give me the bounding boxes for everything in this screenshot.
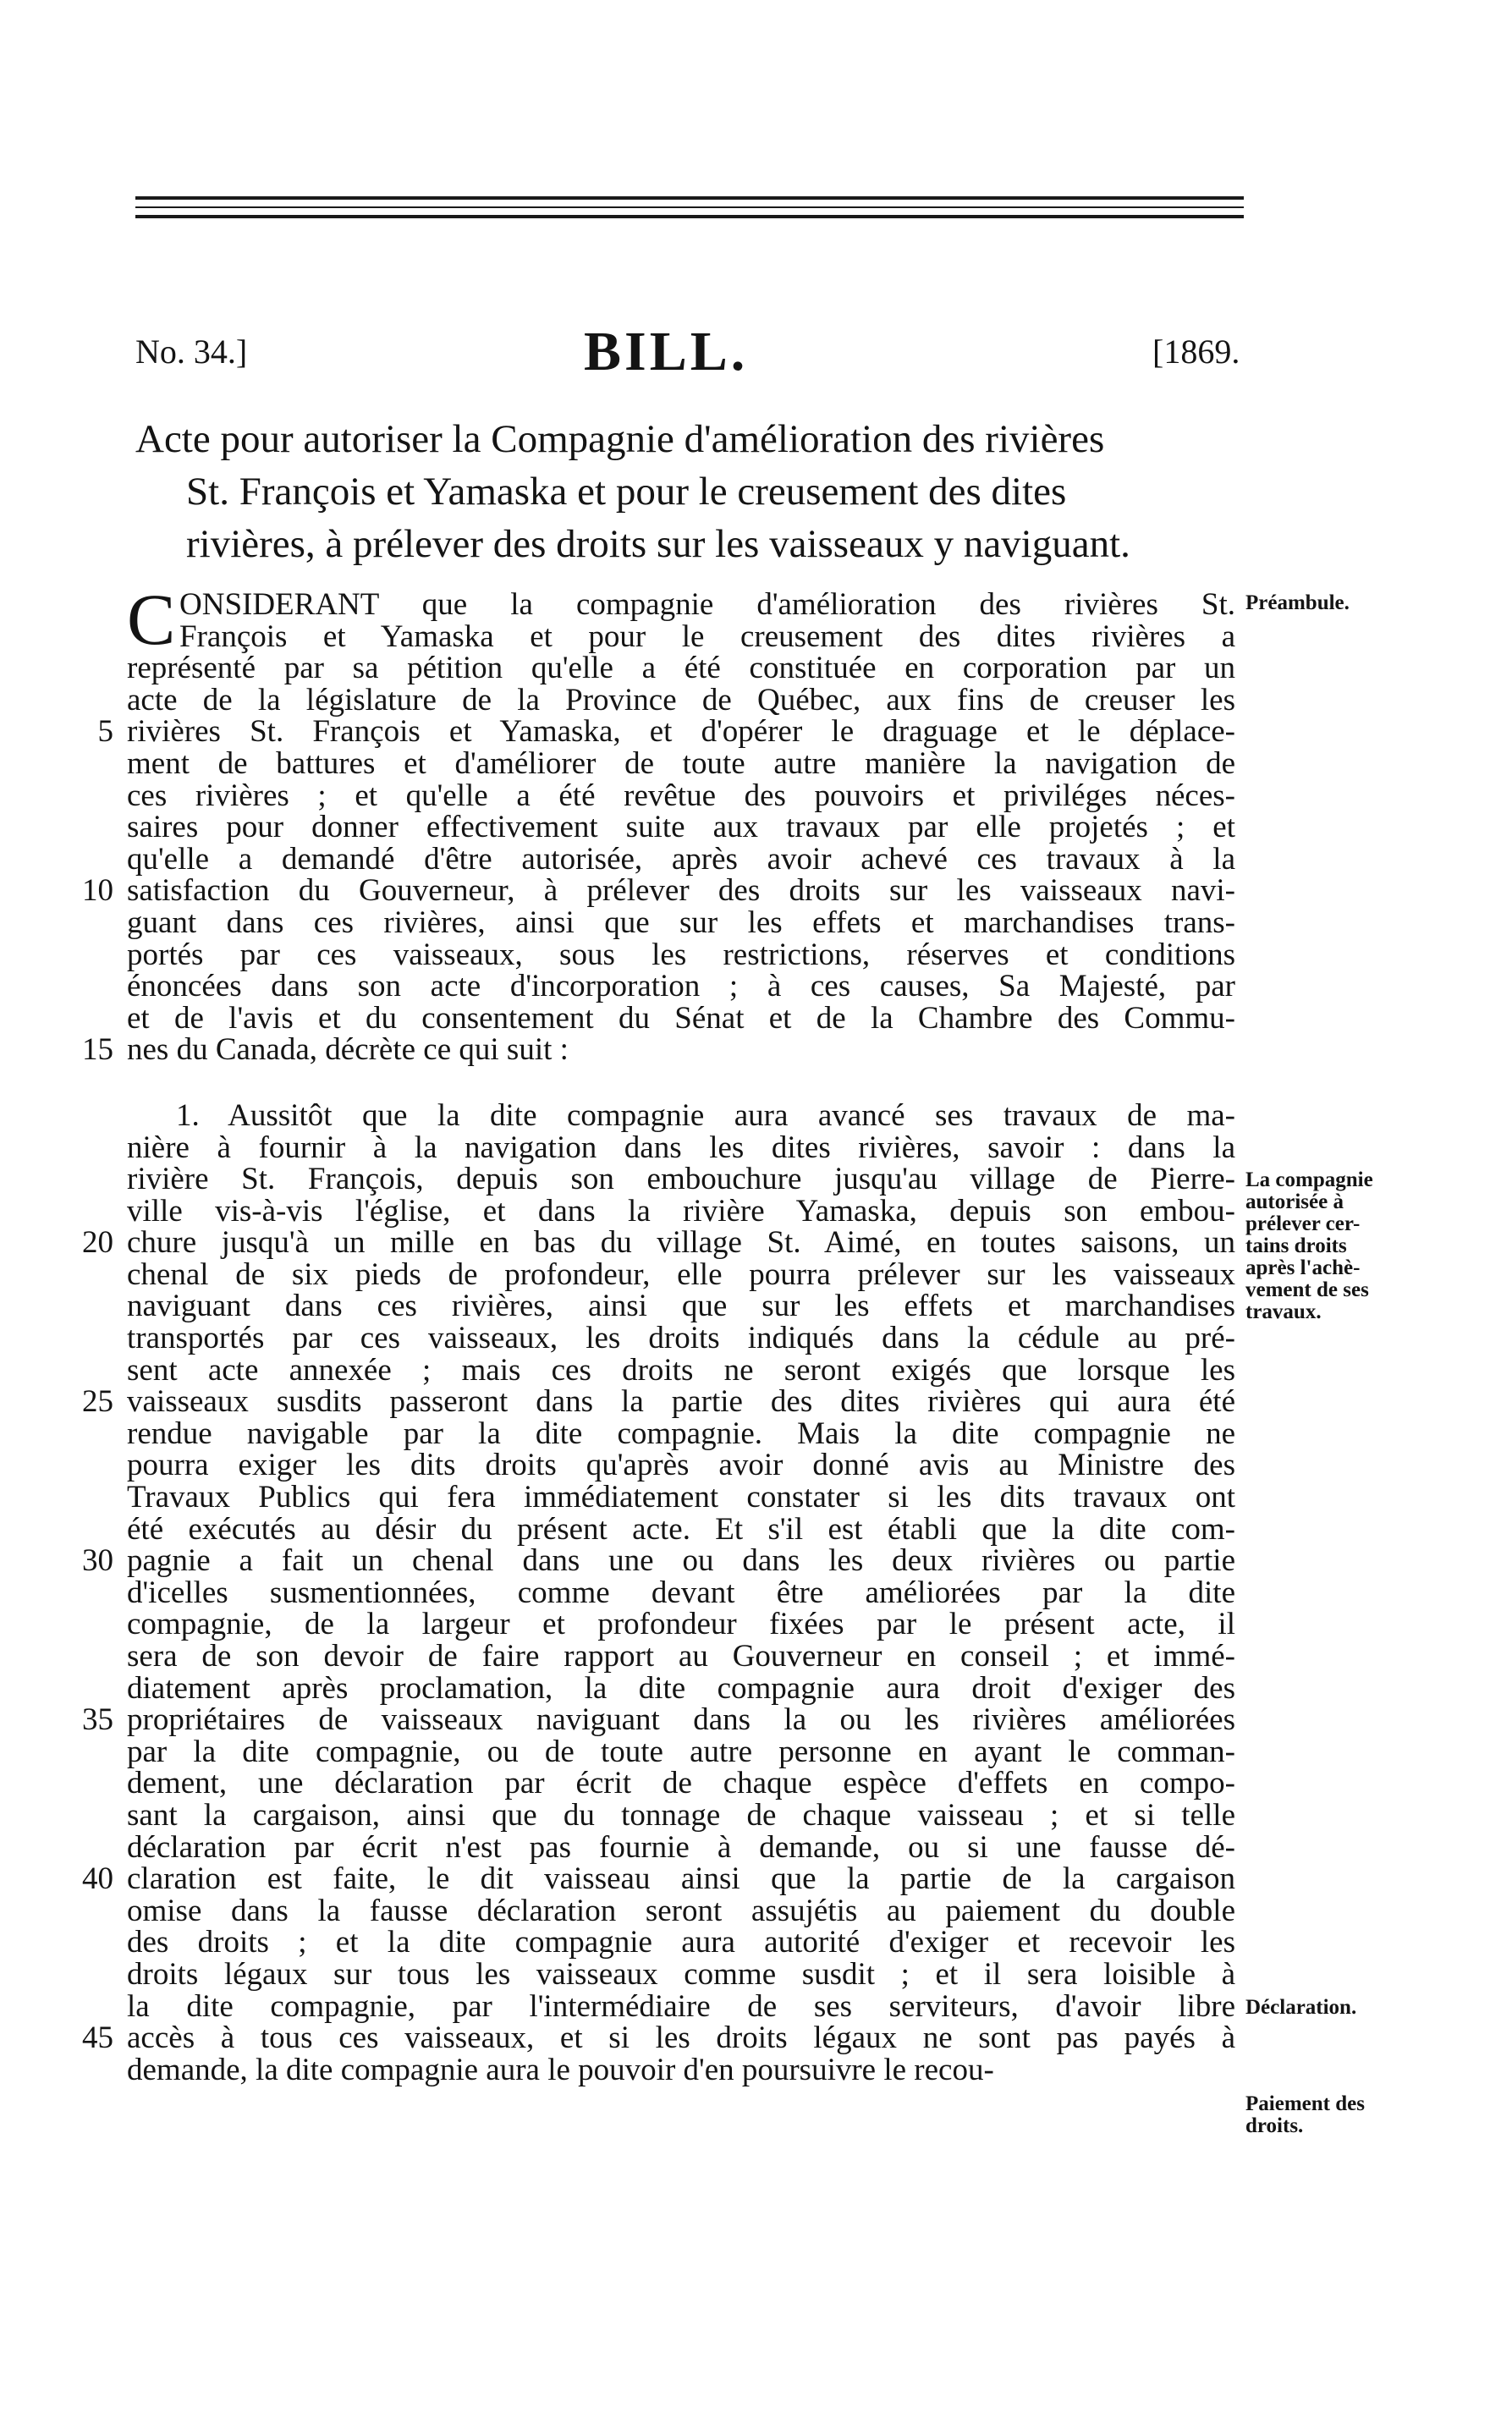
line-text: nière à fournir à la navigation dans les dites rivières, savoir : dans la	[127, 1130, 1235, 1165]
text-line	[82, 2020, 1261, 2056]
text-line	[127, 970, 1261, 1003]
line-number: 40	[82, 1861, 113, 1897]
bill-year: [1869.	[1152, 333, 1240, 371]
drop-cap: C	[127, 579, 176, 660]
text-line	[127, 841, 1261, 877]
line-number: 25	[82, 1384, 113, 1420]
text-line	[127, 1641, 1261, 1673]
text-line	[127, 1322, 1261, 1355]
text-line	[127, 1097, 1261, 1133]
line-text: représenté par sa pétition qu'elle a été constituée en corporation par un	[127, 651, 1235, 686]
line-text: pagnie a fait un chenal dans une ou dans les deux rivières ou partie	[127, 1543, 1235, 1579]
text-line	[127, 684, 1261, 717]
text-line	[82, 1861, 1261, 1897]
text-line	[127, 1797, 1261, 1833]
text-line	[127, 1577, 1261, 1609]
line-number: 5	[97, 714, 113, 750]
line-text: d'icelles susmentionnées, comme devant être améliorées par la dite	[127, 1575, 1235, 1610]
bill-body	[82, 579, 1261, 2087]
top-rule-3	[135, 215, 1244, 218]
top-rule-1	[135, 196, 1244, 200]
line-text: été exécutés au désir du présent acte. Et s'il est établi que la dite com-	[127, 1511, 1235, 1547]
line-text: omise dans la fausse déclaration seront assujétis au paiement du double	[127, 1893, 1235, 1928]
line-text: demande, la dite compagnie aura le pouvoir d'en poursuivre le recou-	[127, 2052, 994, 2087]
text-line	[127, 1608, 1261, 1641]
act-title	[135, 413, 1252, 570]
text-line	[127, 1482, 1261, 1514]
text-line	[82, 1543, 1261, 1579]
line-text: François et Yamaska et pour le creusement des dites rivières a	[179, 618, 1235, 654]
text-line	[82, 1225, 1261, 1261]
title-line: Acte pour autoriser la Compagnie d'amélioration des rivières	[135, 417, 1105, 461]
top-rule-2	[135, 206, 1244, 208]
margin-note-preambule: Préambule.	[1245, 591, 1350, 614]
text-line	[82, 1032, 1261, 1068]
text-line	[82, 873, 1261, 909]
bill-heading: BILL.	[584, 321, 749, 382]
line-text: guant dans ces rivières, ainsi que sur les effets et marchandises trans-	[127, 904, 1235, 940]
line-text: énoncées dans son acte d'incorporation ; à ces causes, Sa Majesté, par	[127, 969, 1235, 1004]
text-line	[127, 1956, 1261, 1992]
text-line	[127, 1927, 1261, 1959]
text-line	[127, 1000, 1261, 1036]
line-text: claration est faite, le dit vaisseau ainsi que la partie de la cargaison	[127, 1861, 1235, 1897]
text-line	[127, 1736, 1261, 1768]
line-text: déclaration par écrit n'est pas fournie à demande, ou si une fausse dé-	[127, 1829, 1235, 1865]
line-text: diatement après proclamation, la dite compagnie aura droit d'exiger des	[127, 1670, 1235, 1706]
text-line	[127, 652, 1261, 684]
section-1	[82, 1097, 1261, 2087]
line-number: 30	[82, 1543, 113, 1579]
text-line	[127, 904, 1261, 940]
line-text: vaisseaux susdits passeront dans la partie des dites rivières qui aura été	[127, 1384, 1235, 1420]
line-text: rivière St. François, depuis son embouchure jusqu'au village de Pierre-	[127, 1162, 1235, 1197]
text-line	[127, 1163, 1261, 1196]
line-text: saires pour donner effectivement suite aux travaux par elle projetés ; et	[127, 810, 1235, 845]
line-text: ment de battures et d'améliorer de toute autre manière la navigation de	[127, 745, 1235, 781]
line-text: propriétaires de vaisseaux naviguant dans la ou les rivières améliorées	[127, 1702, 1235, 1738]
title-line: rivières, à prélever des droits sur les vaisseaux y naviguant.	[186, 522, 1130, 566]
text-line	[127, 1829, 1261, 1865]
line-text: sent acte annexée ; mais ces droits ne seront exigés que lorsque les	[127, 1352, 1235, 1388]
line-text: sera de son devoir de faire rapport au Gouverneur en conseil ; et immé-	[127, 1639, 1235, 1674]
line-text: compagnie, de la largeur et profondeur fixées par le présent acte, il	[127, 1607, 1235, 1642]
text-line	[97, 714, 1261, 750]
text-line	[127, 745, 1261, 781]
line-number: 20	[82, 1225, 113, 1261]
line-text: transportés par ces vaisseaux, les droits indiqués dans la cédule au pré-	[127, 1321, 1235, 1356]
line-text: sant la cargaison, ainsi que du tonnage de chaque vaisseau ; et si telle	[127, 1797, 1235, 1833]
text-line	[127, 1511, 1261, 1547]
line-number: 35	[82, 1702, 113, 1738]
line-text: ONSIDERANT que la compagnie d'amélioration des rivières St.	[179, 587, 1235, 622]
title-line: St. François et Yamaska et pour le creusement des dites	[186, 470, 1067, 514]
line-text: pourra exiger les dits droits qu'après avoir donné avis au Ministre des	[127, 1448, 1235, 1483]
bill-number: No. 34.]	[135, 333, 248, 371]
line-text: dement, une déclaration par écrit de chaque espèce d'effets en compo-	[127, 1766, 1235, 1801]
line-text: rivières St. François et Yamaska, et d'opérer le draguage et le déplace-	[127, 714, 1235, 750]
line-text: satisfaction du Gouverneur, à prélever des droits sur les vaisseaux navi-	[127, 873, 1235, 909]
text-line	[127, 1768, 1261, 1800]
line-number: 10	[82, 873, 113, 909]
margin-note-compagnie: La compagnie autorisée à prélever cer- tains droits après l'achè- vement de ses travaux.	[1245, 1168, 1373, 1323]
line-text: Travaux Publics qui fera immédiatement constater si les dits travaux ont	[127, 1480, 1235, 1515]
text-line	[127, 1132, 1261, 1164]
margin-note-declaration: Déclaration.	[1245, 1996, 1357, 2019]
line-text: naviguant dans ces rivières, ainsi que sur les effets et marchandises	[127, 1289, 1235, 1324]
line-text: droits légaux sur tous les vaisseaux comme susdit ; et il sera loisible à	[127, 1956, 1235, 1992]
text-line	[127, 1418, 1261, 1450]
text-line	[127, 1670, 1261, 1706]
line-text: accès à tous ces vaisseaux, et si les droits légaux ne sont pas payés à	[127, 2020, 1235, 2056]
text-line	[127, 1988, 1261, 2024]
line-text: qu'elle a demandé d'être autorisée, après avoir achevé ces travaux à la	[127, 841, 1235, 877]
line-text: portés par ces vaisseaux, sous les restrictions, réserves et conditions	[127, 937, 1235, 972]
text-line	[82, 1702, 1261, 1738]
line-text: chure jusqu'à un mille en bas du village St. Aimé, en toutes saisons, un	[127, 1225, 1235, 1261]
margin-note-paiement: Paiement des droits.	[1245, 2092, 1365, 2137]
line-text: rendue navigable par la dite compagnie. Mais la dite compagnie ne	[127, 1416, 1235, 1451]
text-line	[127, 811, 1261, 844]
line-text: la dite compagnie, par l'intermédiaire de ses serviteurs, d'avoir libre	[127, 1988, 1235, 2024]
line-text: acte de la législature de la Province de Québec, aux fins de creuser les	[127, 682, 1235, 717]
text-line	[127, 1895, 1261, 1927]
text-line	[82, 1384, 1261, 1420]
line-number: 45	[82, 2020, 113, 2056]
line-text: ces rivières ; et qu'elle a été revêtue des pouvoirs et priviléges néces-	[127, 778, 1235, 813]
text-line	[127, 618, 1261, 654]
preamble	[82, 579, 1261, 1068]
text-line	[127, 1290, 1261, 1322]
text-line	[127, 2054, 1261, 2086]
line-text: et de l'avis et du consentement du Sénat et de la Chambre des Commu-	[127, 1000, 1235, 1036]
text-line	[127, 780, 1261, 812]
line-text: 1. Aussitôt que la dite compagnie aura avancé ses travaux de ma-	[176, 1097, 1235, 1133]
text-line	[127, 1352, 1261, 1388]
text-line	[127, 939, 1261, 971]
line-text: chenal de six pieds de profondeur, elle pourra prélever sur les vaisseaux	[127, 1256, 1235, 1292]
line-text: des droits ; et la dite compagnie aura autorité d'exiger et recevoir les	[127, 1925, 1235, 1960]
text-line	[127, 1193, 1261, 1229]
line-text: par la dite compagnie, ou de toute autre personne en ayant le comman-	[127, 1734, 1235, 1769]
line-number: 15	[82, 1032, 113, 1068]
text-line	[127, 1449, 1261, 1482]
line-text: ville vis-à-vis l'église, et dans la rivière Yamaska, depuis son embou-	[127, 1193, 1235, 1229]
text-line	[127, 1256, 1261, 1292]
line-text: nes du Canada, décrète ce qui suit :	[127, 1032, 569, 1068]
